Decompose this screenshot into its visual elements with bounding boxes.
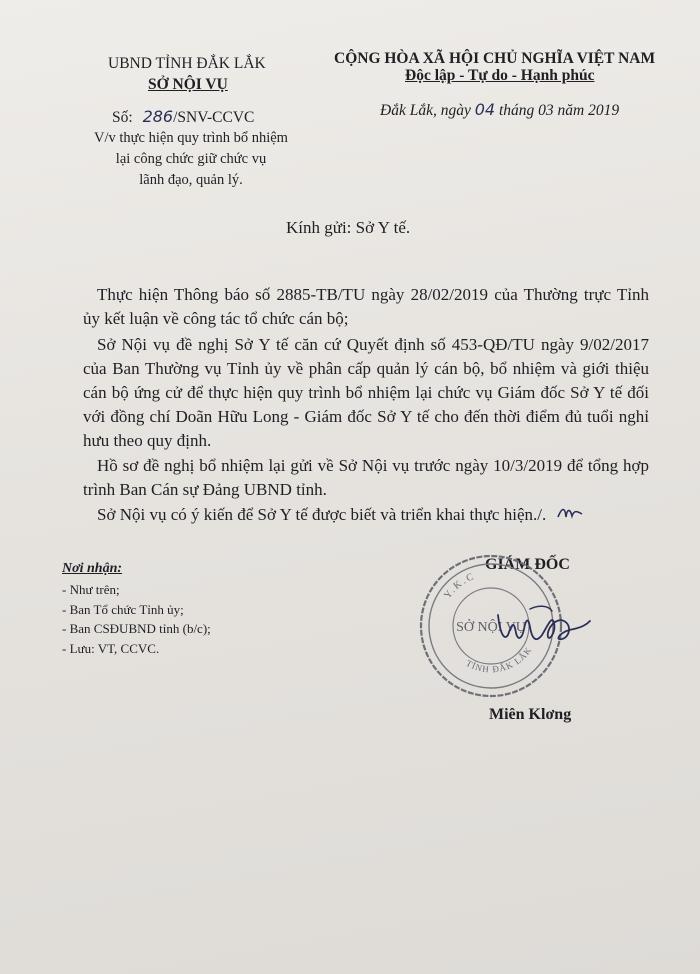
seal-center-text: SỞ NỘI VỤ [456, 620, 526, 635]
handwritten-signature-icon [490, 595, 600, 655]
republic-title: CỘNG HÒA XÃ HỘI CHỦ NGHĨA VIỆT NAM [334, 50, 656, 67]
recipients-title: Nơi nhận: [62, 561, 123, 576]
recipient-item: - Như trên; [62, 582, 120, 597]
signer-name: Miên Klơng [489, 706, 572, 723]
paragraph-3: Hồ sơ đề nghị bổ nhiệm lại gửi về Sở Nội vụ trước ngày 10/3/2019 để tổng hợp trình Ban Cán sự Đảng UBND tỉnh. [83, 456, 649, 499]
date-day-handwritten: 04 [474, 100, 496, 119]
seal-bottom-text: TỈNH ĐẮK LẮK [464, 644, 534, 675]
recipient-item: - Ban Tổ chức Tỉnh ủy; [62, 601, 184, 617]
date-suffix: tháng 03 năm 2019 [498, 102, 620, 119]
national-motto: Độc lập - Tự do - Hạnh phúc [405, 67, 595, 84]
subject-line-2: lại công chức giữ chức vụ [115, 151, 267, 167]
signer-title: GIÁM ĐỐC [485, 556, 570, 573]
department-name: SỞ NỘI VỤ [148, 76, 228, 93]
subject-line-3: lãnh đạo, quản lý. [139, 172, 243, 188]
initials-scribble-icon [555, 503, 585, 523]
document-date [380, 100, 619, 120]
recipient-item: - Ban CSĐUBND tỉnh (b/c); [62, 621, 211, 636]
seal-top-text: Y.K.C [442, 570, 477, 601]
recipients-list [62, 580, 211, 658]
recipient-item: - Lưu: VT, CCVC. [62, 640, 160, 656]
number-handwritten: 286 [142, 107, 174, 126]
number-prefix: Số: [112, 109, 133, 126]
paragraph-2: Sở Nội vụ đề nghị Sở Y tế căn cứ Quyết định số 453-QĐ/TU ngày 9/02/2017 của Ban Thường vụ Tỉnh ủy về phân cấp quản lý cán bộ, bổ nhiệm và giới thiệu cán bộ ứng cử để thực hiện quy trình bổ nhiệm lại chức vụ Giám đốc Sở Y tế đối với đồng chí Doãn Hữu Long - Giám đốc Sở Y tế cho đến thời điểm đủ tuổi nghỉ hưu theo quy định. [83, 335, 649, 450]
document-number [112, 107, 254, 127]
date-prefix: Đắk Lắk, ngày [380, 102, 471, 119]
province-name: UBND TỈNH ĐẮK LẮK [108, 55, 266, 72]
number-suffix: /SNV-CCVC [173, 109, 255, 126]
svg-text:Y.K.C [442, 571, 477, 601]
subject-line-1: V/v thực hiện quy trình bổ nhiệm [94, 130, 288, 146]
paragraph-1: Thực hiện Thông báo số 2885-TB/TU ngày 28/02/2019 của Thường trực Tỉnh ủy kết luận về công tác tổ chức cán bộ; [83, 285, 649, 328]
subject-line [80, 128, 302, 191]
salutation: Kính gửi: Sở Y tế. [286, 218, 411, 237]
paragraph-4: Sở Nội vụ có ý kiến để Sở Y tế được biết và triển khai thực hiện./. [97, 505, 547, 524]
